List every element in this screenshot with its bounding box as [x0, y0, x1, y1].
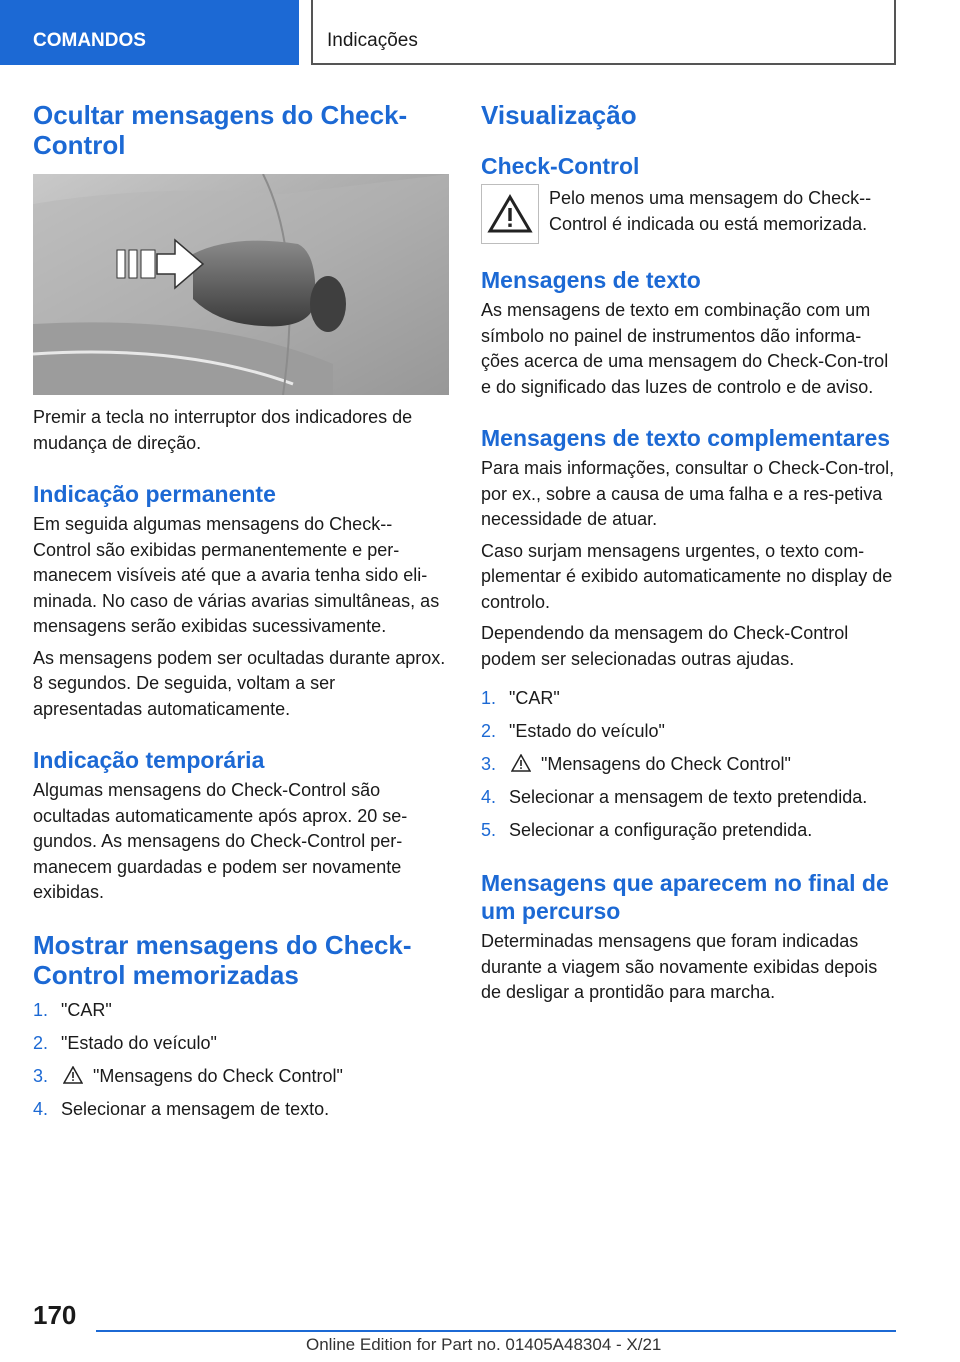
warning-triangle-icon: [511, 754, 531, 772]
paragraph: Premir a tecla no interruptor dos indicadores de mudança de direção.: [33, 407, 413, 453]
heading-hide-messages: Ocultar mensagens do Check-Control: [33, 100, 408, 160]
paragraph: Determinadas mensagens que foram indicadas durante a viagem são novamente exibidas depois de desligar a prontidão para marcha.: [481, 931, 878, 1002]
paragraph: Dependendo da mensagem do Check-Control podem ser selecionadas outras ajudas.: [481, 623, 849, 669]
list-item: 1. "CAR": [481, 688, 560, 708]
heading-text-messages: Mensagens de texto: [481, 267, 701, 293]
footer-divider: [96, 1330, 896, 1332]
list-item: 5. Selecionar a configuração pretendida.: [481, 820, 813, 840]
heading-check-control: Check-Control: [481, 153, 640, 179]
heading-display: Visualização: [481, 100, 637, 130]
left-column: [33, 100, 449, 1130]
paragraph: Caso surjam mensagens urgentes, o texto com-plementar é exibido automaticamente no display de controlo.: [481, 540, 893, 612]
paragraph: Pelo menos uma mensagem do Check--Control é indicada ou está memorizada.: [549, 188, 872, 234]
paragraph: Algumas mensagens do Check-Control são ocultadas automaticamente após aprox. 20 se-gundos. As mensagens do Check-Control per-manecem guardadas e podem ser novamente exibidas.: [33, 780, 408, 902]
list-item: 3. "Mensagens do Check Control": [481, 754, 791, 774]
heading-end-of-trip: Mensagens que aparecem no final de um percurso: [481, 870, 889, 924]
warning-triangle-icon: [63, 1066, 83, 1084]
page-number: 170: [33, 1300, 77, 1330]
steps-list: [481, 686, 897, 844]
list-item: 3. "Mensagens do Check Control": [33, 1065, 343, 1086]
paragraph: Em seguida algumas mensagens do Check--Control são exibidas permanentemente e per-manecem visíveis até que a avaria tenha sido eli-minada. No caso de várias avarias simultâneas, as mensagens serão exibidas sucessivamente.: [33, 514, 440, 636]
heading-supplementary: Mensagens de texto complementares: [481, 425, 891, 451]
paragraph: Para mais informações, consultar o Check-Con-trol, por ex., sobre a causa de uma falha e a res-petiva necessidade de atuar.: [481, 458, 895, 529]
heading-temporary: Indicação temporária: [33, 747, 265, 773]
paragraph: As mensagens podem ser ocultadas durante aprox. 8 segundos. De seguida, voltam a ser apresentadas automaticamente.: [33, 647, 446, 719]
list-item: 2. "Estado do veículo": [33, 1032, 217, 1053]
warning-triangle-icon: [481, 184, 539, 244]
list-item: 4. Selecionar a mensagem de texto pretendida.: [481, 787, 868, 807]
warning-note: [481, 184, 897, 244]
list-item: 2. "Estado do veículo": [481, 721, 665, 741]
turn-signal-stalk-illustration: [33, 174, 449, 395]
heading-show-stored: Mostrar mensagens do Check-Control memorizadas: [33, 929, 412, 990]
steps-list: [33, 998, 449, 1123]
list-item: 1. "CAR": [33, 999, 112, 1020]
paragraph: As mensagens de texto em combinação com um símbolo no painel de instrumentos dão informa-ções acerca de uma mensagem do Check-Con-trol e do significado das luzes de controlo e de aviso.: [481, 300, 889, 397]
section-title: Indicações: [311, 0, 896, 65]
chapter-tab: COMANDOS: [0, 0, 299, 65]
heading-permanent: Indicação permanente: [33, 481, 276, 507]
footer-edition: Online Edition for Part no. 01405A48304 - X/21: [306, 1335, 662, 1354]
list-item: 4. Selecionar a mensagem de texto.: [33, 1098, 330, 1119]
right-column: [481, 100, 897, 1012]
